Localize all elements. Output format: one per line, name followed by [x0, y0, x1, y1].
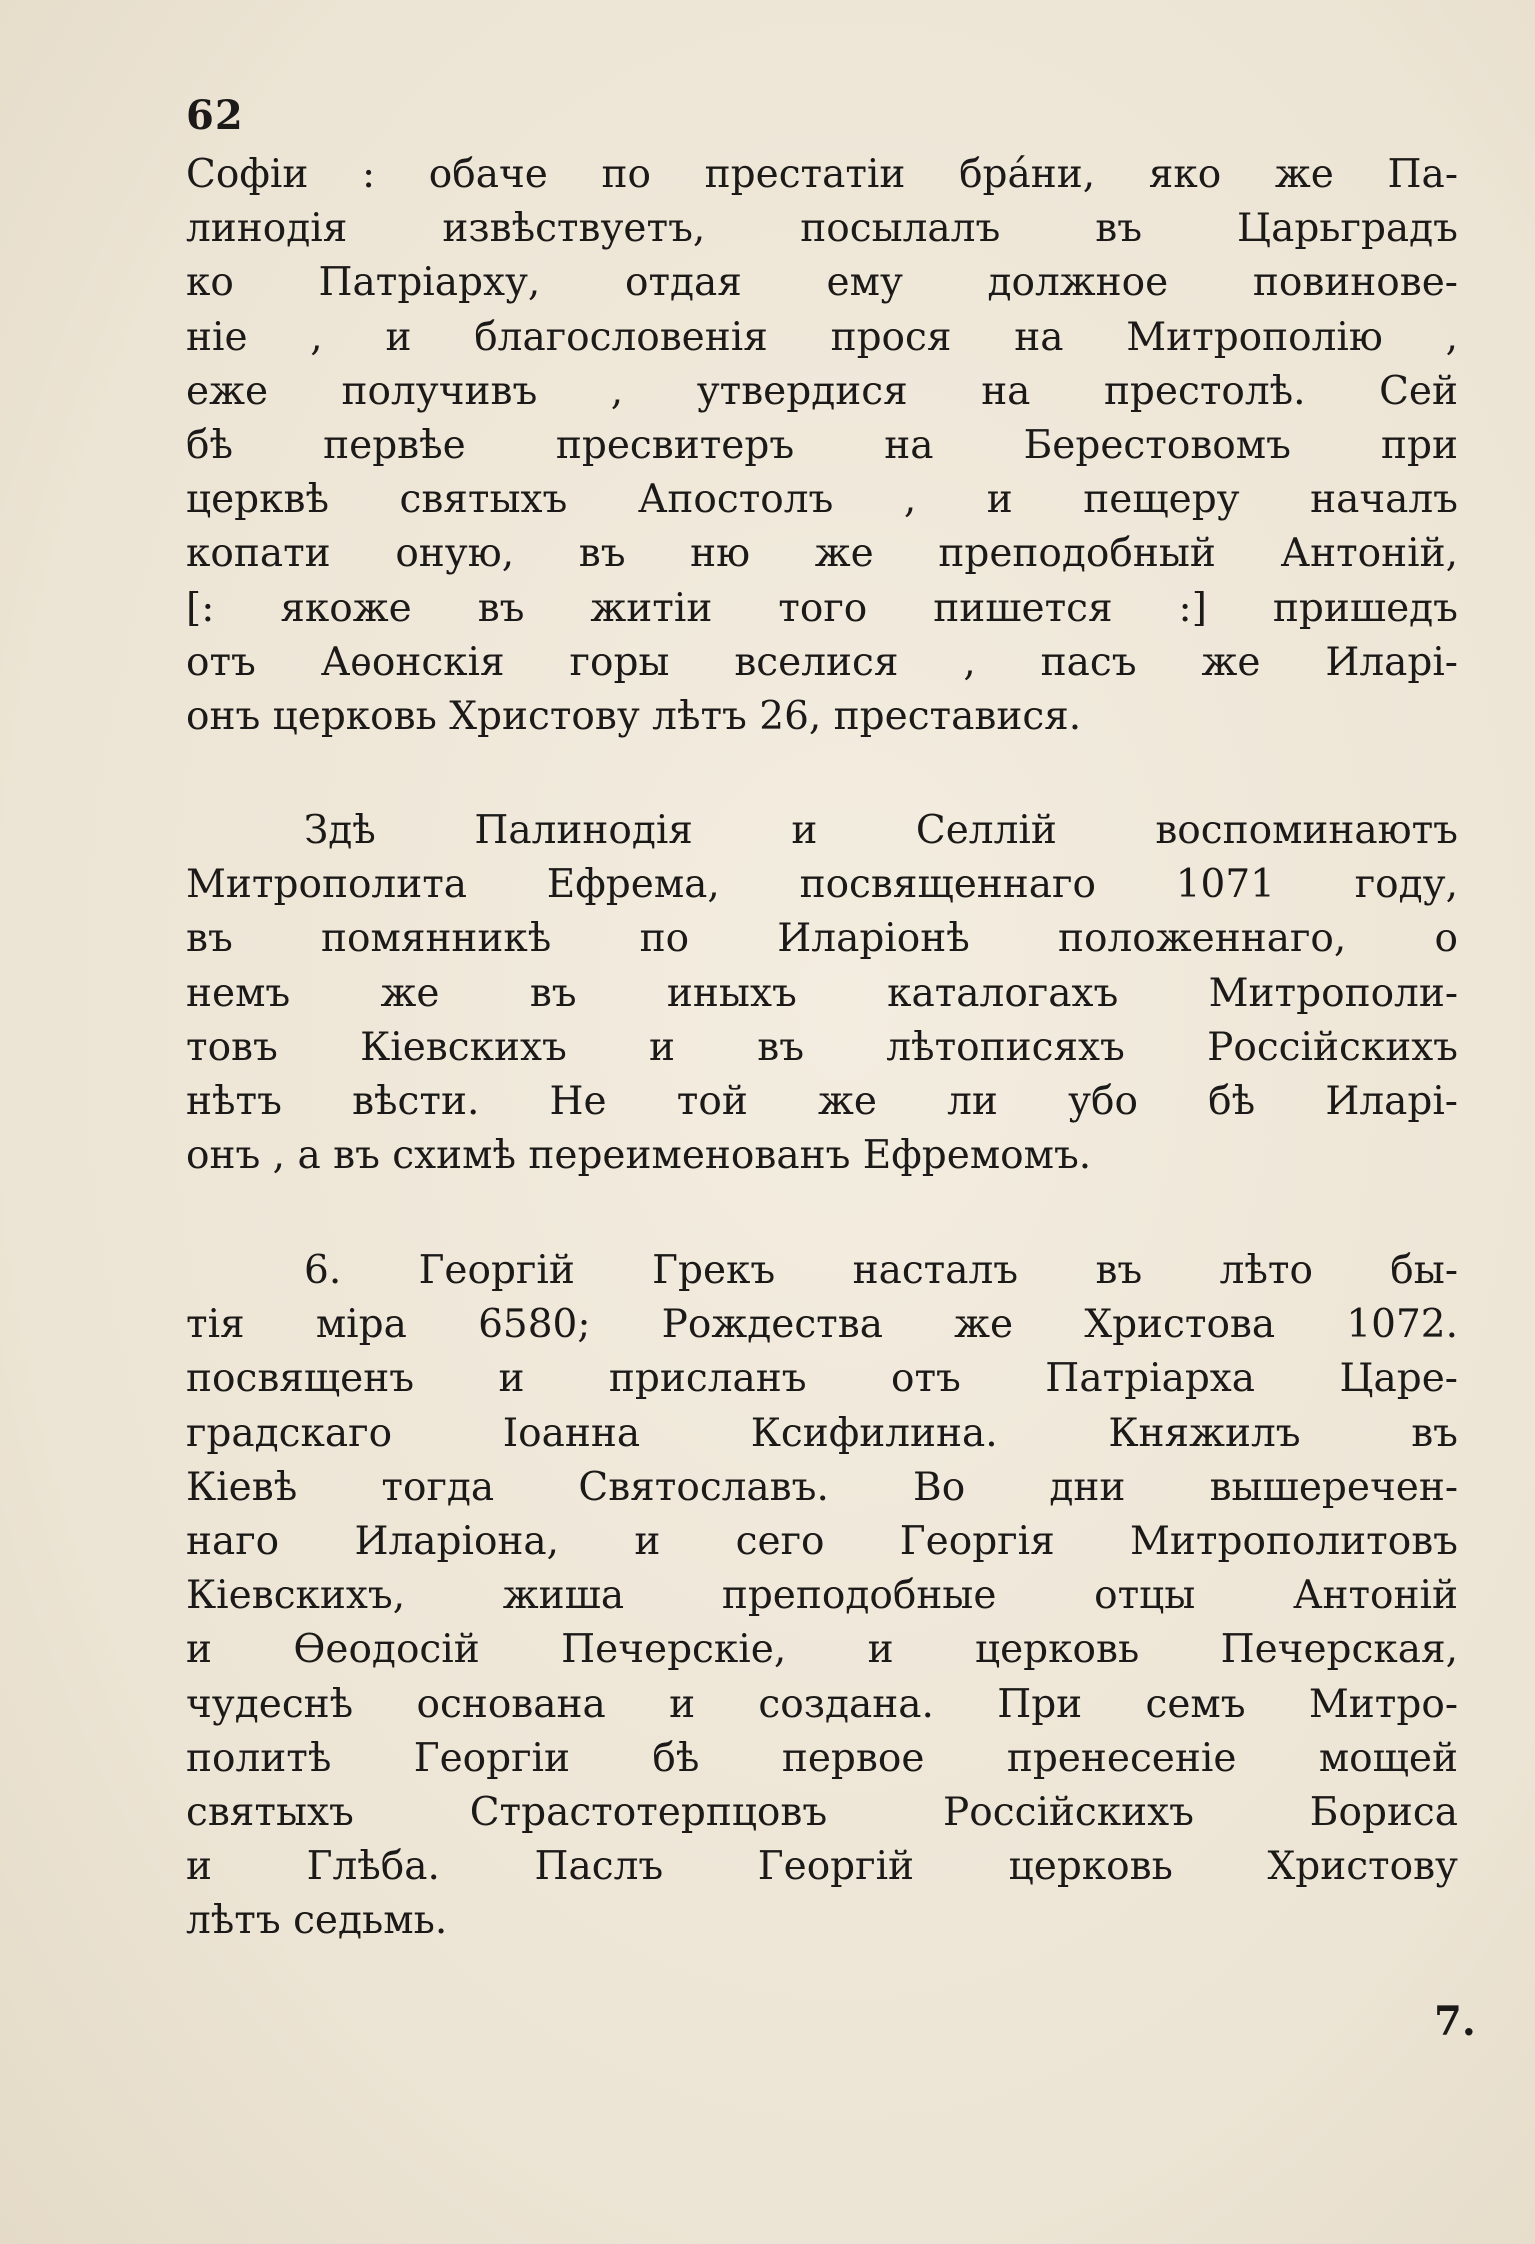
text-line: нѣтъ вѣсти. Не той же ли убо бѣ Иларі- — [186, 1078, 1458, 1124]
text-line: Здѣ Палинодія и Селлій воспоминаютъ — [304, 808, 1458, 853]
text-line: 6. Георгій Грекъ насталъ въ лѣто бы- — [304, 1248, 1458, 1293]
text-line: градскаго Іоанна Ксифилина. Княжилъ въ — [186, 1410, 1458, 1456]
catchword: 7. — [1434, 1998, 1476, 2045]
text-line: отъ Аѳонскія горы вселися , пасъ же Иларі- — [186, 639, 1458, 685]
text-line: немъ же въ иныхъ каталогахъ Митрополи- — [186, 970, 1458, 1016]
page-number: 62 — [186, 92, 244, 139]
text-line: онъ церковь Христову лѣтъ 26, преставися. — [186, 693, 1082, 739]
text-line: Кіевскихъ, жиша преподобные отцы Антоній — [186, 1573, 1458, 1619]
text-line: и Глѣба. Паслъ Георгій церковь Христову — [186, 1844, 1458, 1890]
text-line: [: якоже въ житіи того пишется :] пришедъ — [186, 585, 1458, 631]
text-line: линодія извѣствуетъ, посылалъ въ Царьградъ — [186, 206, 1458, 252]
text-line: товъ Кіевскихъ и въ лѣтописяхъ Россійскихъ — [186, 1024, 1458, 1070]
text-line: политѣ Георгіи бѣ первое пренесеніе мощей — [186, 1735, 1458, 1781]
text-line: ко Патріарху, отдая ему должное повинове- — [186, 260, 1458, 306]
text-line: святыхъ Страстотерпцовъ Россійскихъ Бориса — [186, 1789, 1458, 1835]
text-line: чудеснѣ основана и создана. При семъ Митро- — [186, 1681, 1458, 1727]
text-line: ніе , и благословенія прося на Митрополію , — [186, 314, 1458, 360]
text-line: Кіевѣ тогда Святославъ. Во дни вышеречен- — [186, 1464, 1458, 1510]
text-line: церквѣ святыхъ Апостолъ , и пещеру началъ — [186, 477, 1458, 523]
text-line: посвященъ и присланъ отъ Патріарха Царе- — [186, 1356, 1458, 1402]
text-line: бѣ первѣе пресвитеръ на Берестовомъ при — [186, 422, 1458, 468]
text-line: Софіи : обаче по престатіи бра́ни, яко же Па- — [186, 152, 1458, 197]
text-line: лѣтъ седьмь. — [186, 1898, 448, 1944]
paragraph-1 — [186, 148, 1458, 744]
text-line: еже получивъ , утвердися на престолѣ. Сей — [186, 368, 1458, 414]
text-line: и Ѳеодосій Печерскіе, и церковь Печерская, — [186, 1627, 1458, 1673]
text-line: онъ , а въ схимѣ переименованъ Ефремомъ. — [186, 1133, 1092, 1179]
paragraph-2 — [186, 804, 1458, 1183]
paragraph-3 — [186, 1244, 1458, 1948]
text-line: копати оную, въ ню же преподобный Антоній, — [186, 531, 1458, 577]
text-line: тія міра 6580; Рождества же Христова 1072. — [186, 1302, 1458, 1348]
text-line: въ помянникѣ по Иларіонѣ положеннаго, о — [186, 916, 1458, 962]
text-line: Митрополита Ефрема, посвященнаго 1071 году, — [186, 862, 1458, 908]
text-line: наго Иларіона, и сего Георгія Митрополитовъ — [186, 1518, 1458, 1564]
